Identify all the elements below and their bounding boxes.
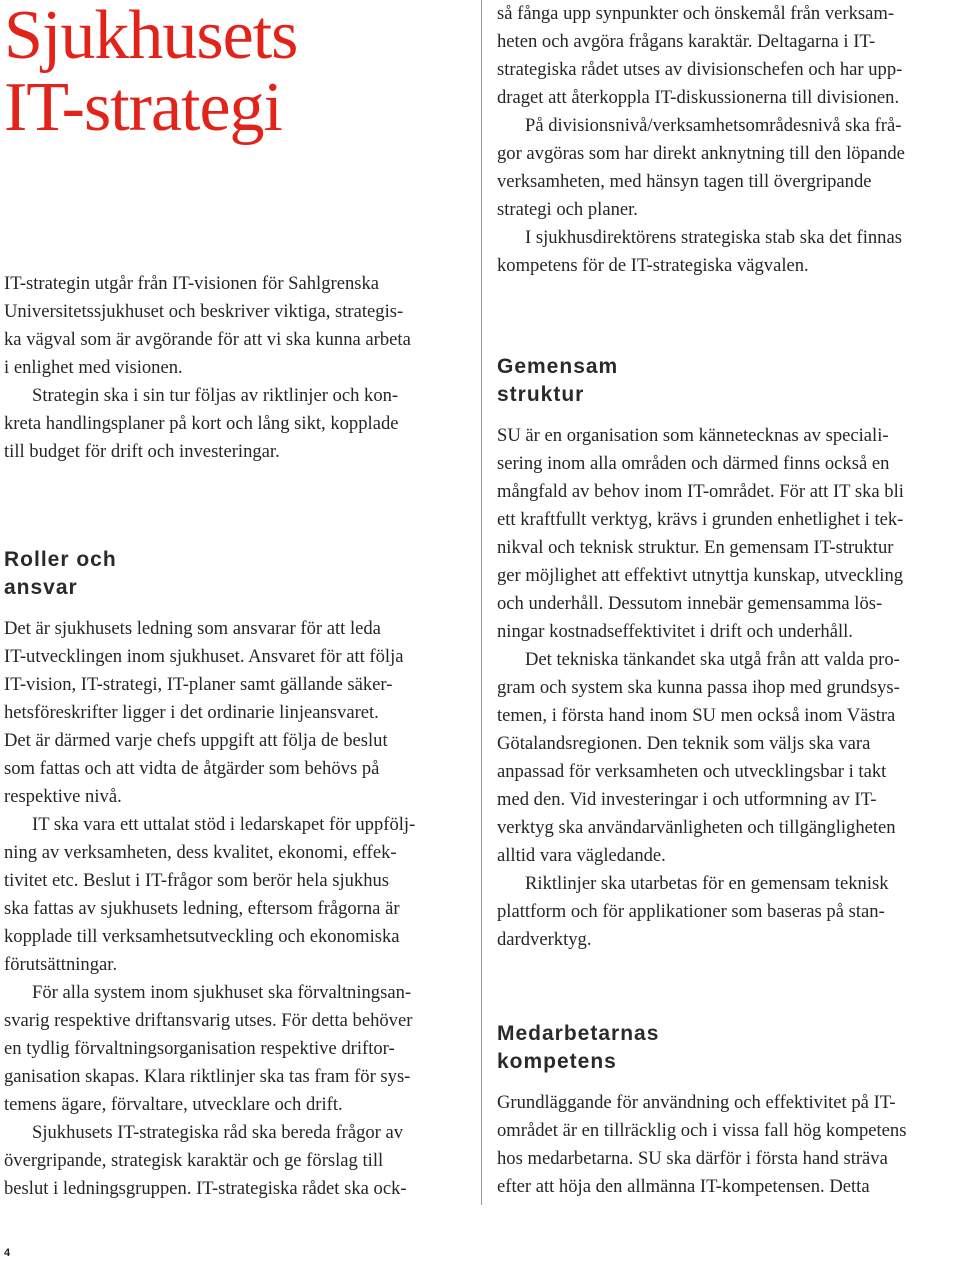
text-line: Riktlinjer ska utarbetas för en gemensam teknisk <box>525 873 889 894</box>
body-paragraph <box>497 870 960 954</box>
text-line: IT ska vara ett uttalat stöd i ledarskapet för uppfölj- <box>32 814 416 835</box>
text-line: På divisionsnivå/verksamhetsområdesnivå ska frå- <box>525 115 902 136</box>
intro-paragraph <box>4 382 466 466</box>
body-paragraph <box>497 422 960 646</box>
text-line: kopplade till verksamhetsutveckling och ekonomiska <box>4 926 400 947</box>
section-heading-roller <box>4 546 466 602</box>
column-divider <box>481 0 482 1205</box>
text-line: verksamheten, med hänsyn tagen till övergripande <box>497 171 872 192</box>
text-line: ganisation skapas. Klara riktlinjer ska tas fram för sys- <box>4 1066 411 1087</box>
text-line: verktyg ska användarvänligheten och tillgängligheten <box>497 817 896 838</box>
text-line: IT-vision, IT-strategi, IT-planer samt gällande säker- <box>4 674 393 695</box>
text-line: respektive nivå. <box>4 786 122 807</box>
text-line: ningar kostnadseffektivitet i drift och underhåll. <box>497 621 853 642</box>
text-line: temens ägare, förvaltare, utvecklare och drift. <box>4 1094 343 1115</box>
text-line: Universitetssjukhuset och beskriver viktiga, strategis- <box>4 301 404 322</box>
text-line: gram och system ska kunna passa ihop med grundsys- <box>497 677 900 698</box>
text-line: heten och avgöra frågans karaktär. Deltagarna i IT- <box>497 31 876 52</box>
heading-line: ansvar <box>4 576 78 599</box>
heading-line: Medarbetarnas <box>497 1022 660 1045</box>
text-line: Det tekniska tänkandet ska utgå från att valda pro- <box>525 649 900 670</box>
intro-paragraph <box>4 270 466 382</box>
text-line: efter att höja den allmänna IT-kompetensen. Detta <box>497 1176 870 1197</box>
heading-line: Gemensam <box>497 355 619 378</box>
text-line: Det är därmed varje chefs uppgift att följa de beslut <box>4 730 388 751</box>
heading-line: struktur <box>497 383 585 406</box>
text-line: temen, i första hand inom SU men också inom Västra <box>497 705 896 726</box>
page-title <box>4 0 297 144</box>
text-line: sering inom alla områden och därmed finns också en <box>497 453 890 474</box>
text-line: SU är en organisation som kännetecknas av speciali- <box>497 425 889 446</box>
left-column <box>4 270 466 1203</box>
text-line: i enlighet med visionen. <box>4 357 183 378</box>
text-line: med den. Vid investeringar i och utformning av IT- <box>497 789 877 810</box>
text-line: nikval och teknisk struktur. En gemensam IT-struktur <box>497 537 894 558</box>
section-heading-struktur <box>497 353 960 409</box>
text-line: hos medarbetarna. SU ska därför i första hand sträva <box>497 1148 888 1169</box>
text-line: alltid vara vägledande. <box>497 845 666 866</box>
text-line: ka vägval som är avgörande för att vi ska kunna arbeta <box>4 329 411 350</box>
text-line: hetsföreskrifter ligger i det ordinarie linjeansvaret. <box>4 702 379 723</box>
text-line: strategiska rådet utses av divisionschefen och har upp- <box>497 59 903 80</box>
page-number: 4 <box>4 1247 11 1259</box>
text-line: gor avgöras som har direkt anknytning till den löpande <box>497 143 905 164</box>
body-paragraph <box>497 0 960 112</box>
text-line: som fattas och att vidta de åtgärder som behövs på <box>4 758 380 779</box>
text-line: tivitet etc. Beslut i IT-frågor som berör hela sjukhus <box>4 870 390 891</box>
body-paragraph <box>497 646 960 870</box>
body-paragraph <box>497 1089 960 1201</box>
text-line: området är en tillräcklig och i vissa fall hög kompetens <box>497 1120 907 1141</box>
text-line: kreta handlingsplaner på kort och lång sikt, kopplade <box>4 413 399 434</box>
text-line: Det är sjukhusets ledning som ansvarar för att leda <box>4 618 381 639</box>
text-line: strategi och planer. <box>497 199 638 220</box>
text-line: dardverktyg. <box>497 929 592 950</box>
title-line: Sjukhusets <box>4 0 298 74</box>
body-paragraph <box>4 1119 466 1203</box>
text-line: en tydlig förvaltningsorganisation respektive driftor- <box>4 1038 395 1059</box>
text-line: övergripande, strategisk karaktär och ge förslag till <box>4 1150 384 1171</box>
text-line: draget att återkoppla IT-diskussionerna till divisionen. <box>497 87 900 108</box>
body-paragraph <box>4 811 466 979</box>
text-line: förutsättningar. <box>4 954 118 975</box>
text-line: I sjukhusdirektörens strategiska stab ska det finnas <box>525 227 902 248</box>
heading-line: Roller och <box>4 548 117 571</box>
text-line: IT-strategin utgår från IT-visionen för Sahlgrenska <box>4 273 380 294</box>
text-line: svarig respektive driftansvarig utses. För detta behöver <box>4 1010 413 1031</box>
text-line: och underhåll. Dessutom innebär gemensamma lös- <box>497 593 883 614</box>
text-line: Strategin ska i sin tur följas av riktlinjer och kon- <box>32 385 399 406</box>
right-column <box>497 0 960 1201</box>
text-line: Götalandsregionen. Den teknik som väljs ska vara <box>497 733 871 754</box>
text-line: Sjukhusets IT-strategiska råd ska bereda frågor av <box>32 1122 404 1143</box>
text-line: till budget för drift och investeringar. <box>4 441 280 462</box>
text-line: kompetens för de IT-strategiska vägvalen. <box>497 255 809 276</box>
text-line: ett kraftfullt verktyg, krävs i grunden enhetlighet i tek- <box>497 509 904 530</box>
body-paragraph <box>497 112 960 224</box>
heading-line: kompetens <box>497 1050 617 1073</box>
body-paragraph <box>4 979 466 1119</box>
text-line: beslut i ledningsgruppen. IT-strategiska rådet ska ock- <box>4 1178 407 1199</box>
text-line: ska fattas av sjukhusets ledning, eftersom frågorna är <box>4 898 400 919</box>
text-line: Grundläggande för användning och effektivitet på IT- <box>497 1092 896 1113</box>
text-line: plattform och för applikationer som baseras på stan- <box>497 901 885 922</box>
text-line: anpassad för verksamheten och utvecklingsbar i takt <box>497 761 887 782</box>
body-paragraph <box>497 224 960 280</box>
text-line: mångfald av behov inom IT-området. För att IT ska bli <box>497 481 904 502</box>
section-heading-kompetens <box>497 1020 960 1076</box>
body-paragraph <box>4 615 466 811</box>
title-line: IT-strategi <box>4 69 282 146</box>
text-line: För alla system inom sjukhuset ska förvaltningsan- <box>32 982 412 1003</box>
text-line: IT-utvecklingen inom sjukhuset. Ansvaret för att följa <box>4 646 404 667</box>
text-line: ger möjlighet att effektivt utnyttja kunskap, utveckling <box>497 565 904 586</box>
text-line: ning av verksamheten, dess kvalitet, ekonomi, effek- <box>4 842 397 863</box>
text-line: så fånga upp synpunkter och önskemål från verksam- <box>497 3 895 24</box>
